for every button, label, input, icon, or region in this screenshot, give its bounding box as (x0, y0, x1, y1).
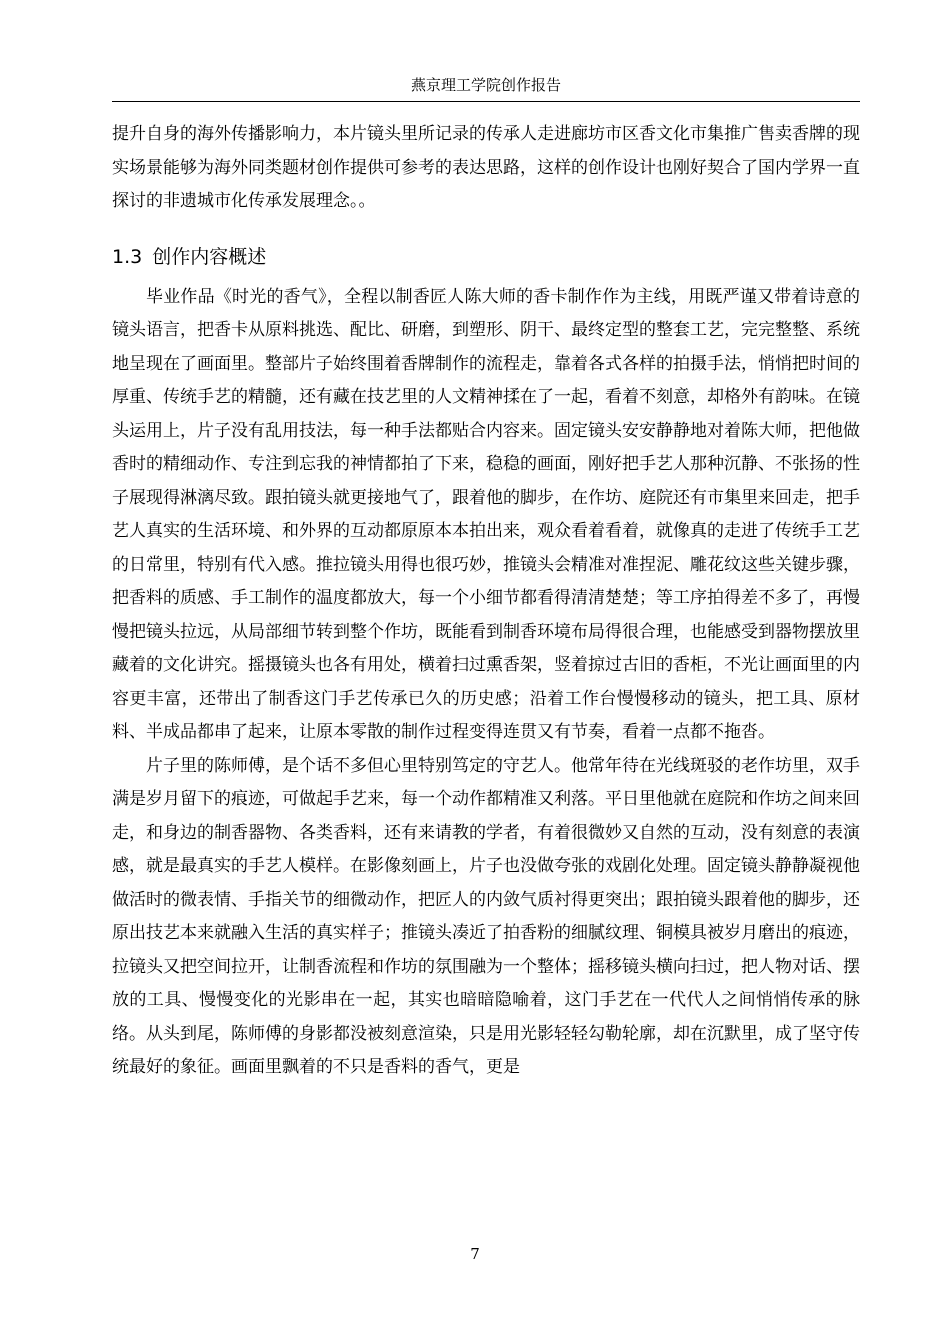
paragraph-content-overview: 毕业作品《时光的香气》，全程以制香匠人陈大师的香卡制作作为主线，用既严谨又带着诗意的镜头语言，把香卡从原料挑选、配比、研磨，到塑形、阴干、最终定型的整套工艺，完完整整、系统地呈现在了画面里。整部片子始终围着香牌制作的流程走，靠着各式各样的拍摄手法，悄悄把时间的厚重、传统手艺的精髓，还有藏在技艺里的人文精神揉在了一起，看着不刻意，却格外有韵味。在镜头运用上，片子没有乱用技法，每一种手法都贴合内容来。固定镜头安安静静地对着陈大师，把他做香时的精细动作、专注到忘我的神情都拍了下来，稳稳的画面，刚好把手艺人那种沉静、不张扬的性子展现得淋漓尽致。跟拍镜头就更接地气了，跟着他的脚步，在作坊、庭院还有市集里来回走，把手艺人真实的生活环境、和外界的互动都原原本本拍出来，观众看着看着，就像真的走进了传统手工艺的日常里，特别有代入感。推拉镜头用得也很巧妙，推镜头会精准对准捏泥、雕花纹这些关键步骤，把香料的质感、手工制作的温度都放大，每一个小细节都看得清清楚楚；等工序拍得差不多了，再慢慢把镜头拉远，从局部细节转到整个作坊，既能看到制香环境布局得很合理，也能感受到器物摆放里藏着的文化讲究。摇摄镜头也各有用处，横着扫过熏香架，竖着掠过古旧的香柜，不光让画面里的内容更丰富，还带出了制香这门手艺传承已久的历史感；沿着工作台慢慢移动的镜头，把工具、原材料、半成品都串了起来，让原本零散的制作过程变得连贯又有节奏，看着一点都不拖沓。 (112, 286, 860, 742)
section-heading (112, 237, 860, 277)
paragraph-intro-continued: 提升自身的海外传播影响力，本片镜头里所记录的传承人走进廊坊市区香文化市集推广售卖香牌的现实场景能够为海外同类题材创作提供可参考的表达思路，这样的创作设计也刚好契合了国内学界一直探讨的非遗城市化传承发展理念。。 (112, 124, 860, 211)
header-rule (112, 101, 860, 102)
section-title: 创作内容概述 (152, 245, 267, 268)
paragraph-master-chen: 片子里的陈师傅，是个话不多但心里特别笃定的守艺人。他常年待在光线斑驳的老作坊里，双手满是岁月留下的痕迹，可做起手艺来，每一个动作都精准又利落。平日里他就在庭院和作坊之间来回走，和身边的制香器物、各类香料，还有来请教的学者，有着很微妙又自然的互动，没有刻意的表演感，就是最真实的手艺人模样。在影像刻画上，片子也没做夸张的戏剧化处理。固定镜头静静凝视他做活时的微表情、手指关节的细微动作，把匠人的内敛气质衬得更突出；跟拍镜头跟着他的脚步，还原出技艺本来就融入生活的真实样子；推镜头凑近了拍香粉的细腻纹理、铜模具被岁月磨出的痕迹，拉镜头又把空间拉开，让制香流程和作坊的氛围融为一个整体；摇移镜头横向扫过，把人物对话、摆放的工具、慢慢变化的光影串在一起，其实也暗暗隐喻着，这门手艺在一代代人之间悄悄传承的脉络。从头到尾，陈师傅的身影都没被刻意渲染，只是用光影轻轻勾勒轮廓，却在沉默里，成了坚守传统最好的象征。画面里飘着的不只是香料的香气，更是 (112, 755, 860, 1077)
running-header: 燕京理工学院创作报告 (410, 76, 561, 94)
page-number: 7 (470, 1245, 480, 1263)
section-number: 1.3 (112, 245, 143, 268)
page-body (112, 118, 860, 1085)
